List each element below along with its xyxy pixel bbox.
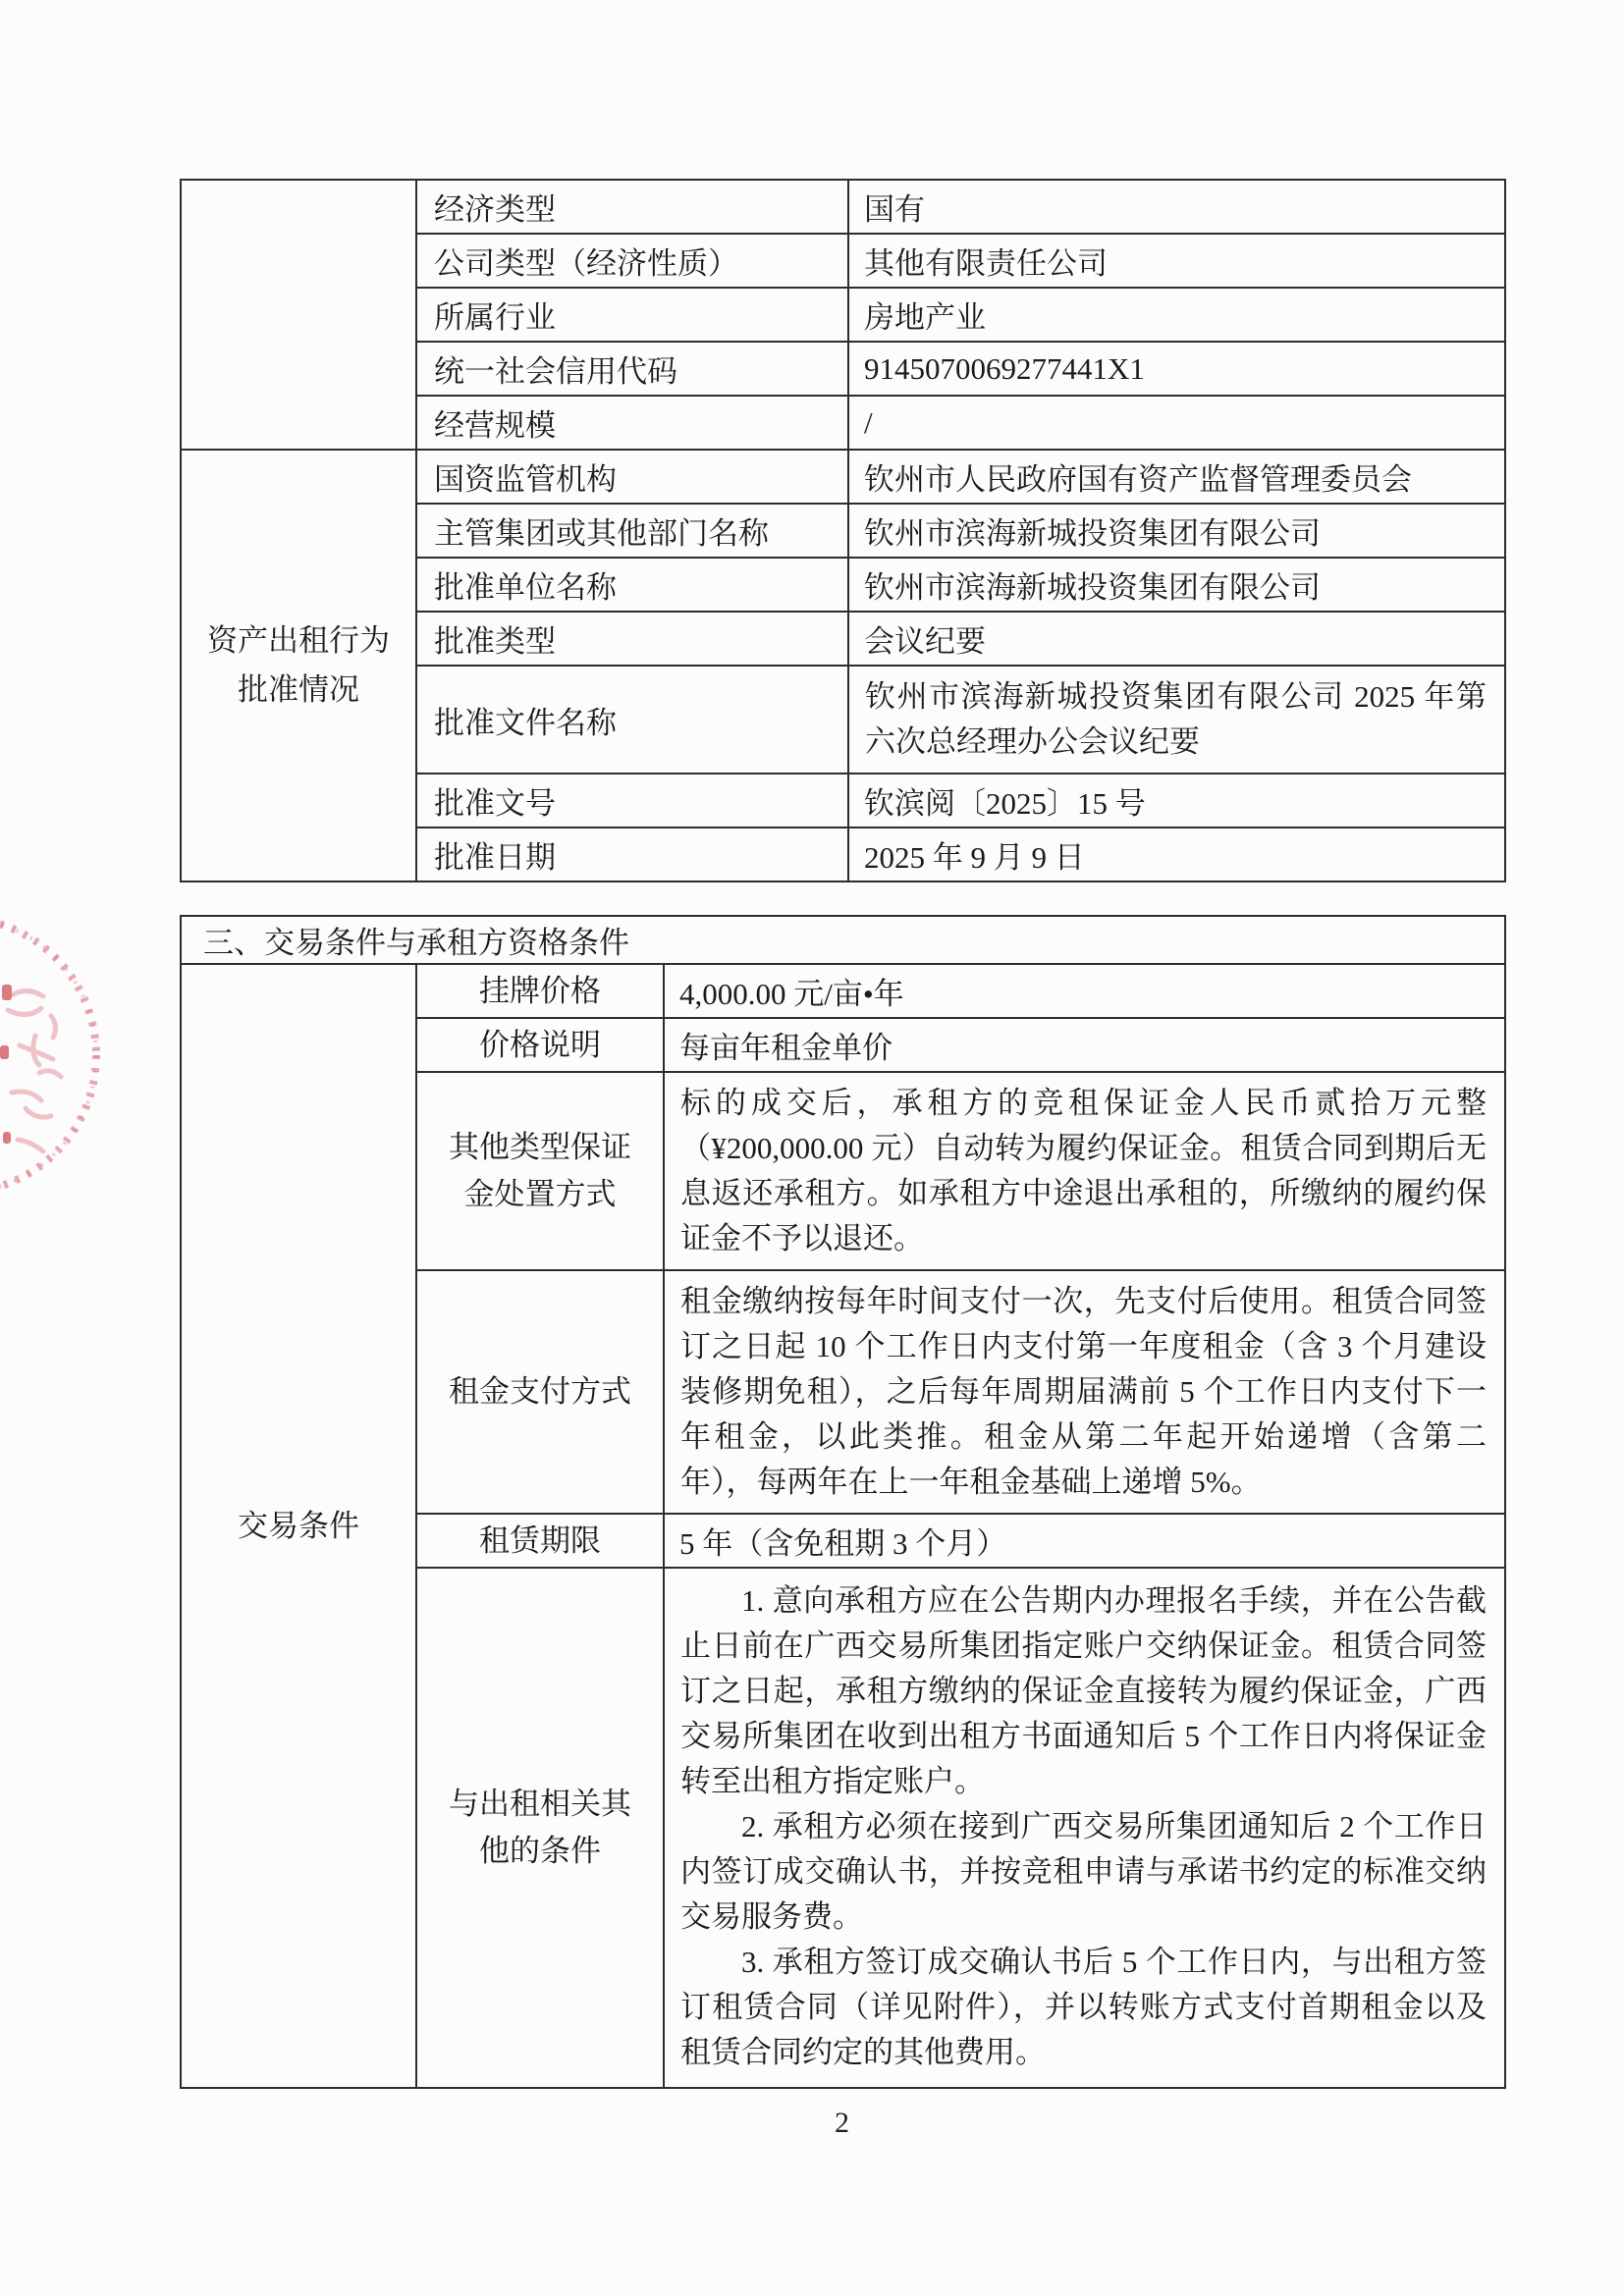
field-value: 5 年（含免租期 3 个月）	[664, 1514, 1505, 1568]
field-value: 钦州市滨海新城投资集团有限公司	[848, 504, 1505, 558]
field-label: 经营规模	[416, 396, 848, 450]
field-value: 钦州市人民政府国有资产监督管理委员会	[848, 450, 1505, 504]
group-cell-conditions	[181, 964, 416, 2088]
field-value: 其他有限责任公司	[848, 234, 1505, 288]
field-label: 与出租相关其他的条件	[416, 1568, 664, 2088]
table-transaction-conditions	[180, 915, 1506, 2089]
table-row	[181, 180, 1505, 234]
field-label: 所属行业	[416, 288, 848, 342]
field-value: 会议纪要	[848, 612, 1505, 666]
field-value: 钦州市滨海新城投资集团有限公司	[848, 558, 1505, 612]
table-approval-info	[180, 179, 1506, 882]
group-cell-approval	[181, 450, 416, 881]
field-value: 2025 年 9 月 9 日	[848, 828, 1505, 881]
field-label: 批准日期	[416, 828, 848, 881]
field-value: 钦滨阅〔2025〕15 号	[848, 774, 1505, 828]
field-label: 经济类型	[416, 180, 848, 234]
section-header-row	[181, 916, 1505, 964]
red-seal-stamp	[0, 908, 137, 1212]
condition-paragraph: 3. 承租方签订成交确认书后 5 个工作日内，与出租方签订租赁合同（详见附件），并以转账方式支付首期租金以及租赁合同约定的其他费用。	[680, 1945, 1487, 2069]
field-value: 4,000.00 元/亩•年	[664, 964, 1505, 1018]
field-label: 国资监管机构	[416, 450, 848, 504]
field-label: 价格说明	[416, 1018, 664, 1072]
field-label: 租赁期限	[416, 1514, 664, 1568]
condition-paragraph: 1. 意向承租方应在公告期内办理报名手续，并在公告截止日前在广西交易所集团指定账户交纳保证金。租赁合同签订之日起，承租方缴纳的保证金直接转为履约保证金，广西交易所集团在收到出租方书面通知后 5 个工作日内将保证金转至出租方指定账户。	[680, 1583, 1487, 1798]
field-label: 公司类型（经济性质）	[416, 234, 848, 288]
field-label: 租金支付方式	[416, 1270, 664, 1514]
group-cell-empty	[181, 180, 416, 450]
field-label: 批准文件名称	[416, 666, 848, 774]
field-label: 其他类型保证金处置方式	[416, 1072, 664, 1270]
field-label: 主管集团或其他部门名称	[416, 504, 848, 558]
page-number: 2	[835, 2107, 849, 2139]
table-row	[181, 964, 1505, 1018]
field-value: 国有	[848, 180, 1505, 234]
condition-paragraph: 2. 承租方必须在接到广西交易所集团通知后 2 个工作日内签订成交确认书，并按竞租申请与承诺书约定的标准交纳交易服务费。	[680, 1809, 1487, 1934]
field-label: 统一社会信用代码	[416, 342, 848, 396]
table-row	[181, 450, 1505, 504]
field-value: 每亩年租金单价	[664, 1018, 1505, 1072]
group-label: 资产出租行为批准情况	[207, 623, 390, 707]
group-label: 交易条件	[238, 1508, 359, 1543]
field-label: 批准类型	[416, 612, 848, 666]
section-title: 三、交易条件与承租方资格条件	[181, 916, 1505, 964]
field-value	[664, 1568, 1505, 2088]
field-label: 批准单位名称	[416, 558, 848, 612]
field-value: 标的成交后，承租方的竞租保证金人民币贰拾万元整（¥200,000.00 元）自动转为履约保证金。租赁合同到期后无息返还承租方。如承租方中途退出承租的，所缴纳的履约保证金不予以退还。	[664, 1072, 1505, 1270]
field-value: 9145070069277441X1	[848, 342, 1505, 396]
field-value: /	[848, 396, 1505, 450]
field-value: 租金缴纳按每年时间支付一次，先支付后使用。租赁合同签订之日起 10 个工作日内支付第一年度租金（含 3 个月建设装修期免租），之后每年周期届满前 5 个工作日内支付下一年租金，以此类推。租金从第二年起开始递增（含第二年），每两年在上一年租金基础上递增 5%。	[664, 1270, 1505, 1514]
field-label: 挂牌价格	[416, 964, 664, 1018]
field-value: 房地产业	[848, 288, 1505, 342]
field-value: 钦州市滨海新城投资集团有限公司 2025 年第六次总经理办公会议纪要	[848, 666, 1505, 774]
field-label: 批准文号	[416, 774, 848, 828]
